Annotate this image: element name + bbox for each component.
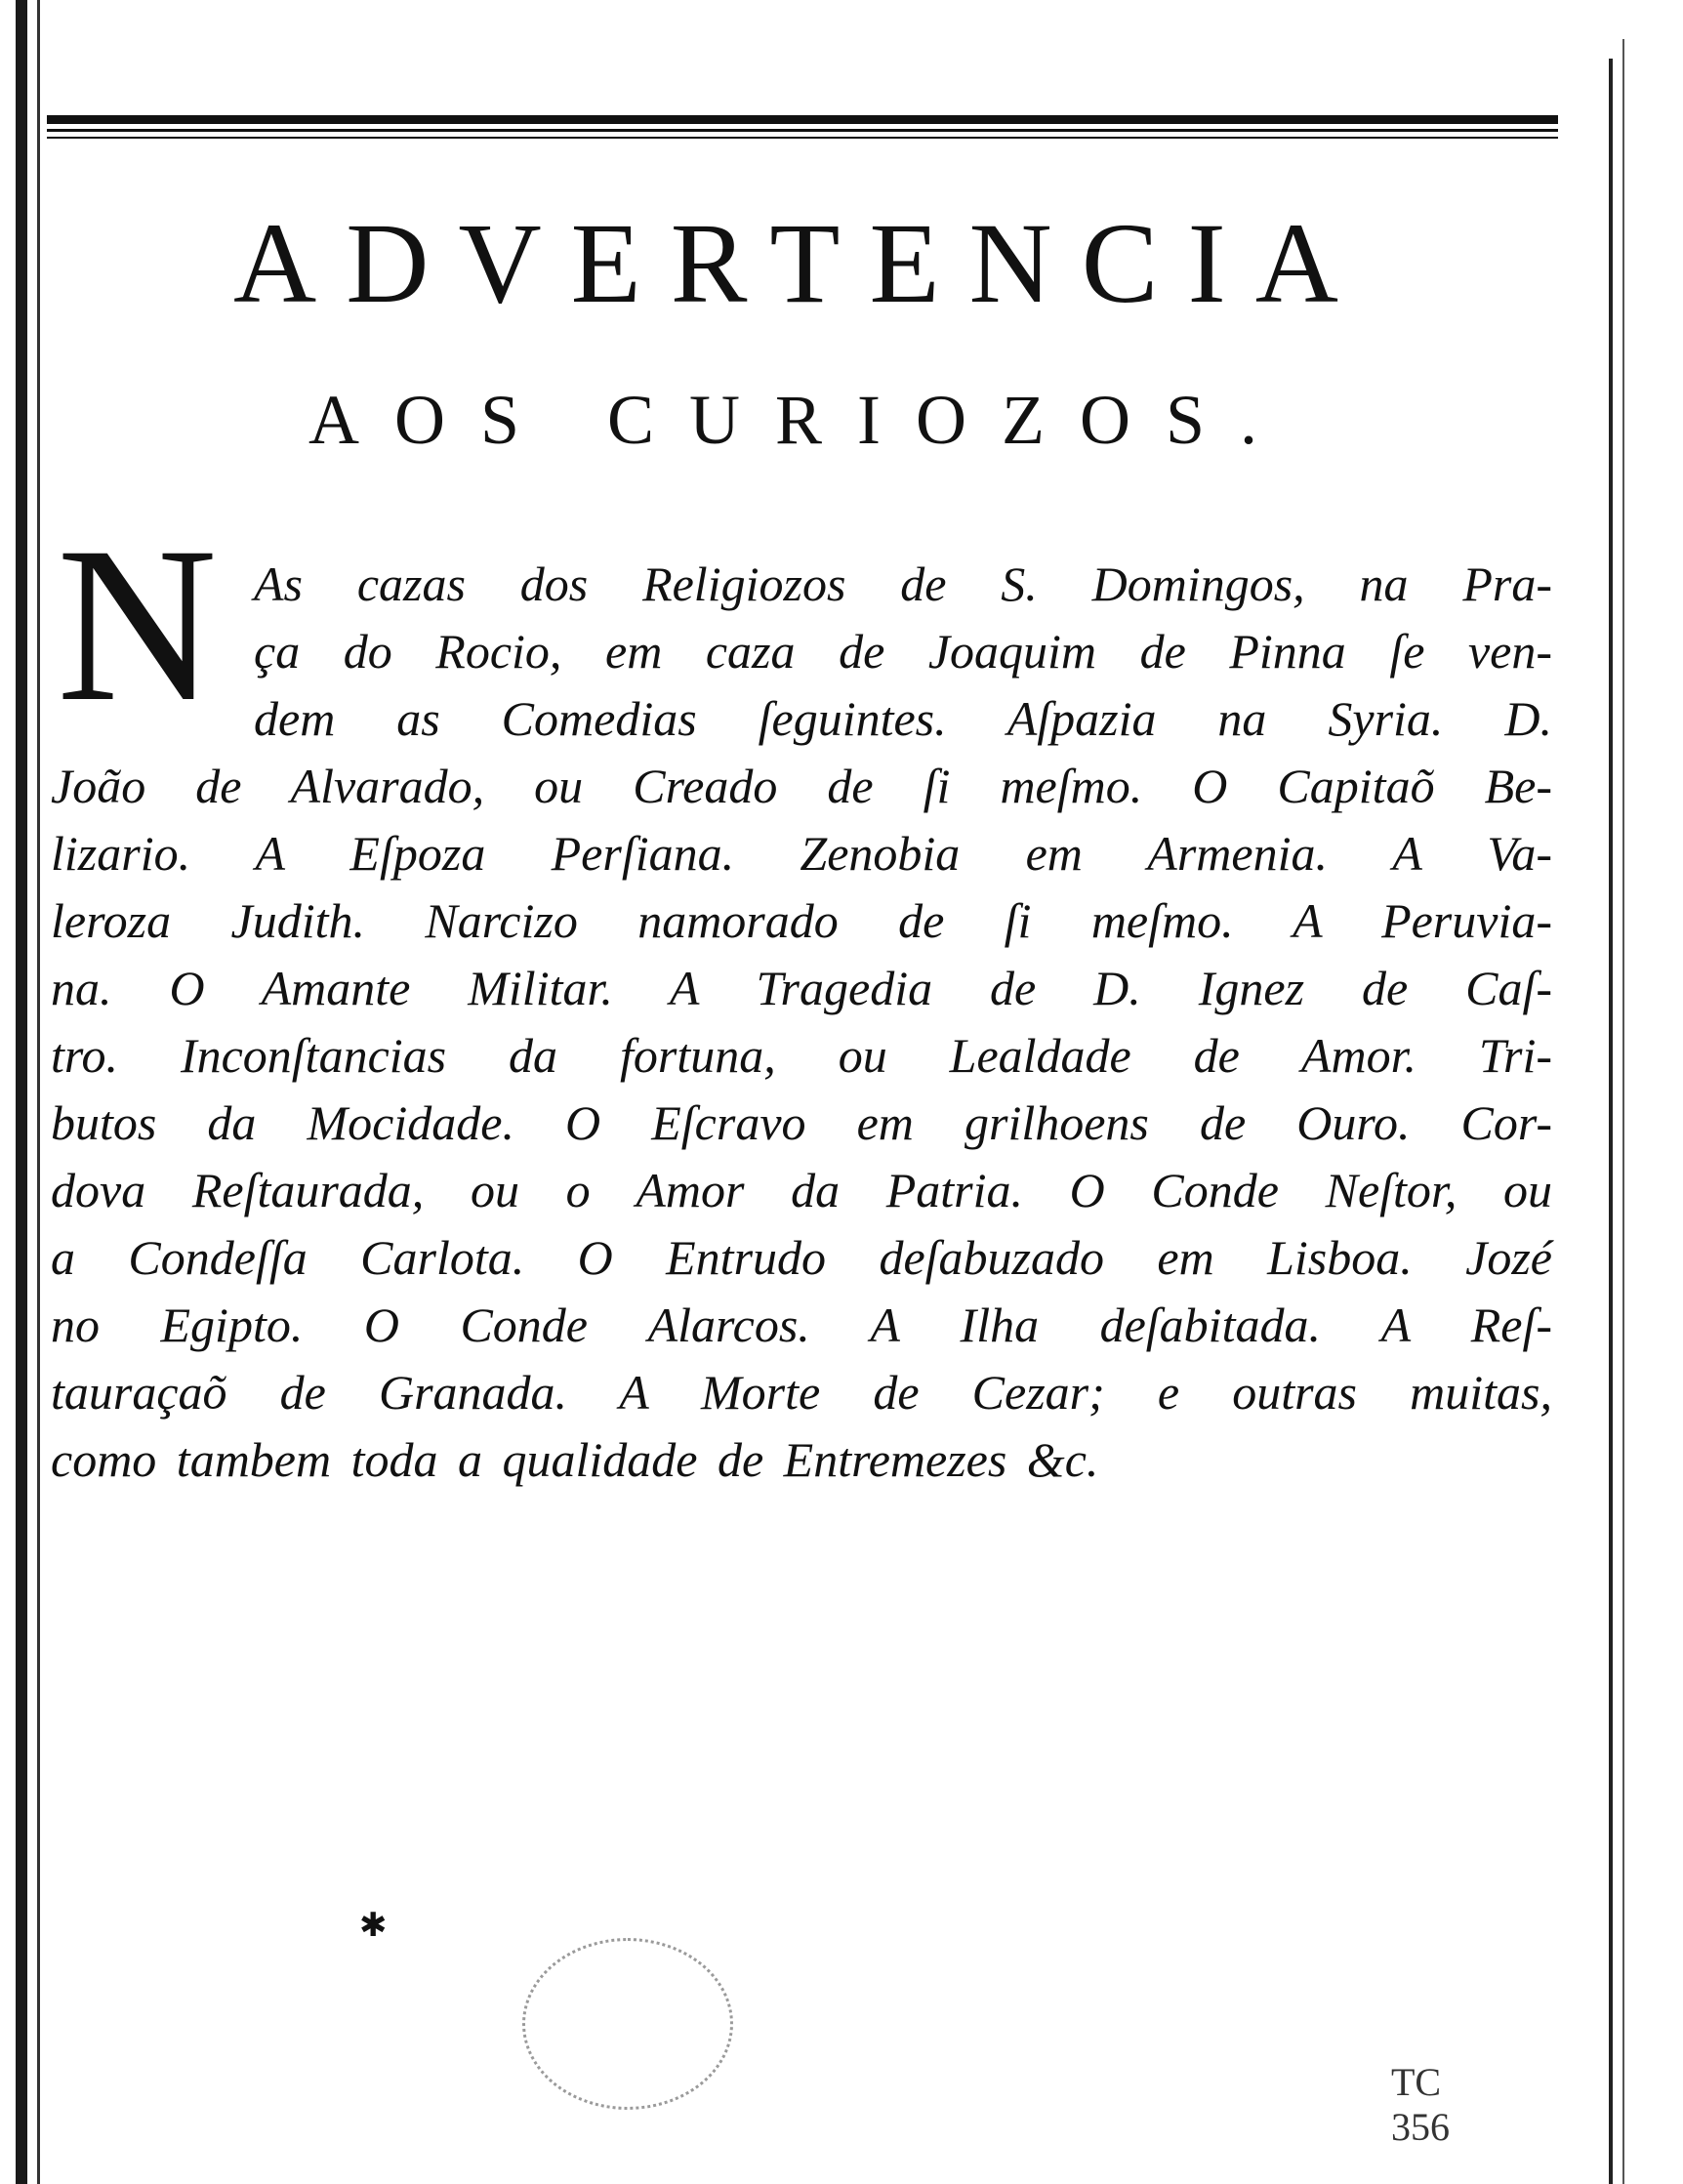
ornament-icon: ✱ — [359, 1906, 388, 1945]
body-line: a Condeſſa Carlota. O Entrudo deſabuzado em Lisboa. Jozé — [51, 1230, 1552, 1285]
library-stamp-icon — [522, 1938, 733, 2110]
body-line: tauraçaõ de Granada. A Morte de Cezar; e outras muitas, — [51, 1365, 1552, 1420]
body-line: ça do Rocio, em caza de Joaquim de Pinna ſe ven- — [254, 624, 1552, 679]
body-line-last: como tambem toda a qualidade de Entremezes &c. — [51, 1432, 1099, 1487]
body-line: tro. Inconſtancias da fortuna, ou Lealdade de Amor. Tri- — [51, 1028, 1552, 1083]
body-line: butos da Mocidade. O Eſcravo em grilhoens de Ouro. Cor- — [51, 1095, 1552, 1150]
body-line: leroza Judith. Narcizo namorado de ſi meſmo. A Peruvia- — [51, 893, 1552, 948]
body-line: As cazas dos Religiozos de S. Domingos, na Pra- — [254, 556, 1552, 611]
page-subtitle: AOS CURIOZOS. — [308, 381, 1293, 459]
shelfmark-annotation: TC 356 — [1391, 2060, 1450, 2149]
body-line: na. O Amante Militar. A Tragedia de D. Ignez de Caſ- — [51, 961, 1552, 1015]
body-line: João de Alvarado, ou Creado de ſi meſmo. O Capitaõ Be- — [51, 759, 1552, 813]
body-line: no Egipto. O Conde Alarcos. A Ilha deſabitada. A Reſ- — [51, 1298, 1552, 1352]
page-title: ADVERTENCIA — [233, 199, 1368, 327]
body-line: lizario. A Eſpoza Perſiana. Zenobia em Armenia. A Va- — [51, 826, 1552, 881]
body-line: dova Reſtaurada, ou o Amor da Patria. O Conde Neſtor, ou — [51, 1163, 1552, 1217]
body-line: dem as Comedias ſeguintes. Aſpazia na Syria. D. — [254, 691, 1552, 746]
drop-cap: N — [57, 502, 218, 748]
